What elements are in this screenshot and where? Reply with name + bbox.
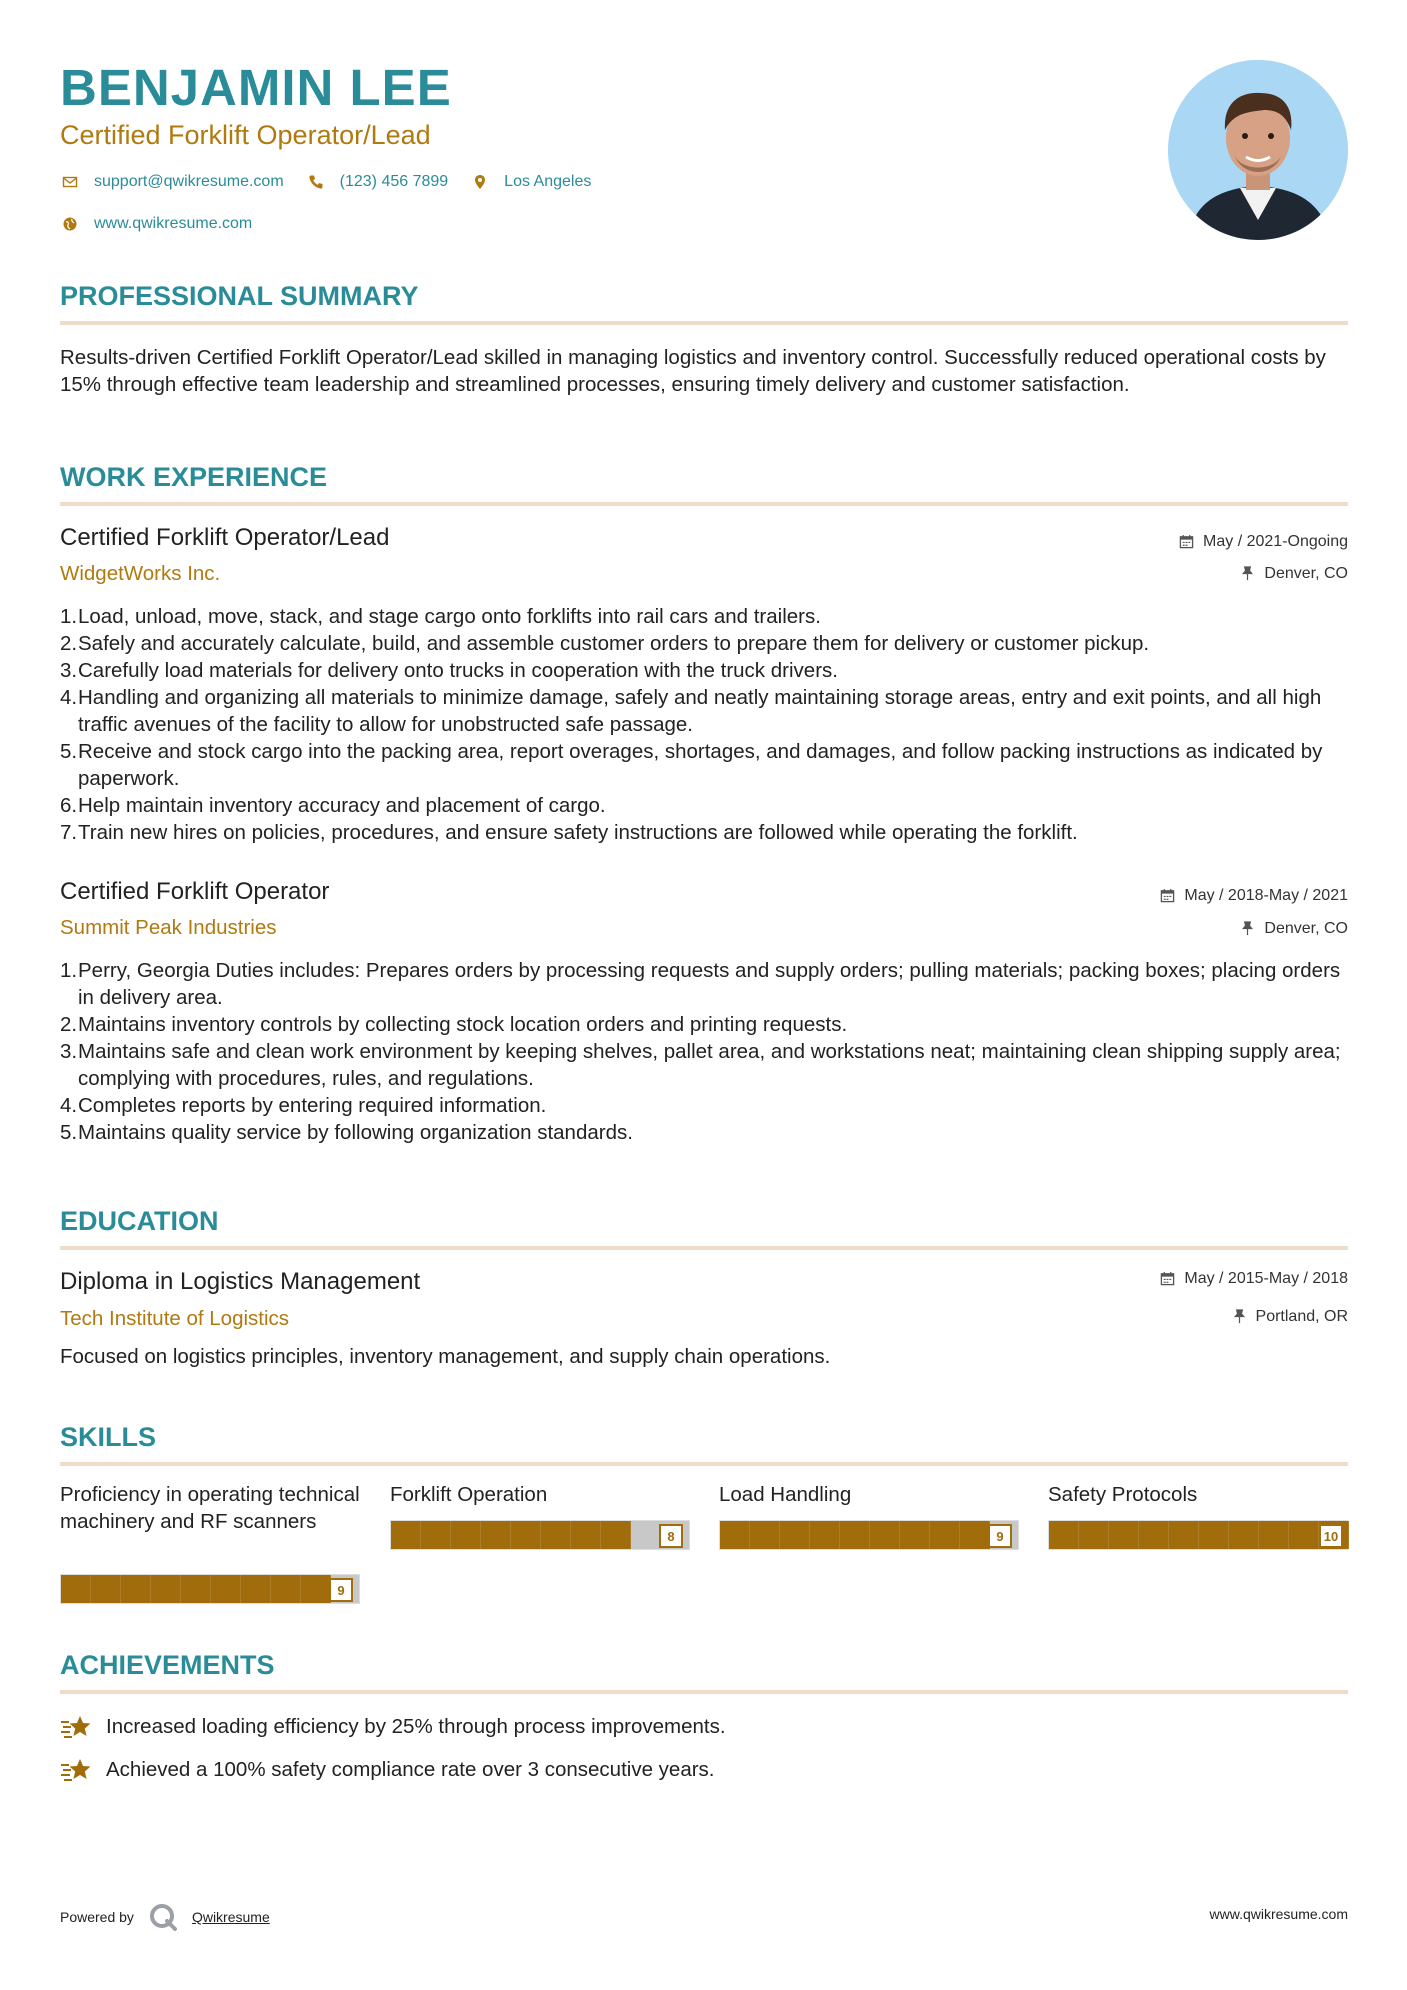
job-title: Certified Forklift Operator <box>60 878 330 905</box>
duty-number: 5. <box>60 1121 78 1144</box>
skill-bar-fill <box>720 1521 990 1549</box>
duty-text: Maintains inventory controls by collecting stock location orders and printing requests. <box>78 1013 848 1036</box>
skill-bar-fill <box>61 1575 331 1603</box>
skill-bar <box>60 1574 360 1604</box>
section-divider <box>60 1462 1348 1466</box>
section-divider <box>60 1690 1348 1694</box>
duty-number: 4. <box>60 1094 78 1117</box>
phone-item[interactable] <box>306 172 449 192</box>
duty-number: 1. <box>60 605 78 628</box>
skill-bar-fill <box>391 1521 631 1549</box>
duty-number: 1. <box>60 959 78 982</box>
duty-number: 7. <box>60 821 78 844</box>
pushpin-icon <box>1240 921 1256 937</box>
degree-title: Diploma in Logistics Management <box>60 1268 421 1295</box>
skill-item <box>390 1481 690 1544</box>
website-text: www.qwikresume.com <box>94 215 253 232</box>
skill-bar <box>1048 1520 1348 1550</box>
globe-icon <box>60 214 80 234</box>
experience-heading: WORK EXPERIENCE <box>60 462 328 492</box>
section-divider <box>60 1246 1348 1250</box>
duty-item <box>60 1011 1350 1038</box>
envelope-icon <box>60 172 80 192</box>
qwikresume-link[interactable]: Qwikresume <box>191 1909 270 1925</box>
duty-text: Help maintain inventory accuracy and placement of cargo. <box>78 794 606 817</box>
footer-powered-by <box>60 1902 270 1932</box>
achievement-item <box>60 1713 726 1741</box>
job-company: Summit Peak Industries <box>60 916 277 939</box>
duty-item <box>60 738 1350 792</box>
location-item <box>470 172 591 192</box>
pushpin-icon <box>1232 1309 1248 1325</box>
skill-bar <box>719 1520 1019 1550</box>
duty-item <box>60 630 1350 657</box>
duty-number: 3. <box>60 1040 78 1063</box>
calendar-icon <box>1160 1271 1176 1287</box>
duty-text: Carefully load materials for delivery onto trucks in cooperation with the truck drivers. <box>78 659 838 682</box>
skill-name: Proficiency in operating technical machinery and RF scanners <box>60 1483 360 1533</box>
duty-item <box>60 603 1350 630</box>
skill-score: 9 <box>329 1578 353 1602</box>
skill-score: 10 <box>1319 1524 1343 1548</box>
skills-heading: SKILLS <box>60 1422 157 1452</box>
phone-text: (123) 456 7899 <box>339 173 449 190</box>
section-divider <box>60 321 1348 325</box>
footer-url[interactable]: www.qwikresume.com <box>1209 1906 1348 1922</box>
skill-name: Safety Protocols <box>1048 1483 1198 1506</box>
job-dates <box>1179 533 1348 551</box>
summary-text: Results-driven Certified Forklift Operator/Lead skilled in managing logistics and inventory control. Successfully reduced operational costs by 15% through effective team leadership and streamlined processes, ensuring timely delivery and customer satisfaction. <box>60 346 1326 396</box>
duty-number: 2. <box>60 1013 78 1036</box>
duty-number: 4. <box>60 686 78 709</box>
duty-item <box>60 957 1350 1011</box>
duty-item <box>60 1038 1350 1092</box>
duty-item <box>60 657 1350 684</box>
job-duties-list <box>60 957 1350 1146</box>
duty-item <box>60 684 1350 738</box>
pushpin-icon <box>1240 566 1256 582</box>
summary-heading: PROFESSIONAL SUMMARY <box>60 281 419 311</box>
education-location-text: Portland, OR <box>1255 1308 1348 1325</box>
candidate-role: Certified Forklift Operator/Lead <box>60 120 431 150</box>
job-dates-text: May / 2018-May / 2021 <box>1184 887 1348 904</box>
education-location <box>1232 1308 1348 1326</box>
education-dates-text: May / 2015-May / 2018 <box>1184 1270 1348 1287</box>
profile-photo <box>1168 60 1348 240</box>
job-location-text: Denver, CO <box>1264 920 1348 937</box>
achievement-text: Increased loading efficiency by 25% through process improvements. <box>106 1715 726 1738</box>
shooting-star-icon <box>60 1756 92 1784</box>
education-dates <box>1160 1270 1348 1288</box>
phone-icon <box>306 172 326 192</box>
duty-text: Completes reports by entering required information. <box>78 1094 547 1117</box>
calendar-icon <box>1179 534 1195 550</box>
job-location <box>1240 565 1348 583</box>
skill-bar <box>390 1520 690 1550</box>
duty-item <box>60 792 1350 819</box>
duty-text: Train new hires on policies, procedures, and ensure safety instructions are followed while operating the forklift. <box>78 821 1078 844</box>
candidate-name: BENJAMIN LEE <box>60 59 452 116</box>
duty-text: Handling and organizing all materials to minimize damage, safely and neatly maintaining storage areas, entry and exit points, and all high traffic avenues of the facility to allow for unobstructed safe passage. <box>78 686 1322 736</box>
skill-item <box>60 1481 360 1598</box>
achievement-item <box>60 1756 715 1784</box>
job-company: WidgetWorks Inc. <box>60 562 221 585</box>
email-item[interactable] <box>60 172 284 192</box>
skill-item <box>719 1481 1019 1544</box>
skill-score: 9 <box>988 1524 1012 1548</box>
job-dates <box>1160 887 1348 905</box>
education-description: Focused on logistics principles, inventory management, and supply chain operations. <box>60 1345 831 1368</box>
duty-number: 5. <box>60 740 78 763</box>
job-title: Certified Forklift Operator/Lead <box>60 524 390 551</box>
contact-row-1 <box>60 172 613 192</box>
calendar-icon <box>1160 888 1176 904</box>
achievements-heading: ACHIEVEMENTS <box>60 1650 275 1680</box>
website-item[interactable] <box>60 214 252 234</box>
section-divider <box>60 502 1348 506</box>
duty-text: Maintains quality service by following organization standards. <box>78 1121 633 1144</box>
map-pin-icon <box>470 172 490 192</box>
duty-number: 6. <box>60 794 78 817</box>
contact-row-2 <box>60 214 274 234</box>
job-location <box>1240 920 1348 938</box>
powered-by-text: Powered by <box>60 1909 134 1925</box>
qwikresume-logo-icon <box>148 1902 178 1932</box>
duty-text: Receive and stock cargo into the packing area, report overages, shortages, and damages, and follow packing instructions as indicated by paperwork. <box>78 740 1323 790</box>
duty-item <box>60 1092 1350 1119</box>
job-dates-text: May / 2021-Ongoing <box>1203 533 1348 550</box>
location-text: Los Angeles <box>504 173 592 190</box>
skill-item <box>1048 1481 1348 1544</box>
email-text: support@qwikresume.com <box>94 173 284 190</box>
job-duties-list <box>60 603 1350 846</box>
achievement-text: Achieved a 100% safety compliance rate over 3 consecutive years. <box>106 1758 715 1781</box>
skill-bar-fill <box>1049 1521 1349 1549</box>
education-heading: EDUCATION <box>60 1206 219 1236</box>
duty-number: 2. <box>60 632 78 655</box>
duty-number: 3. <box>60 659 78 682</box>
duty-item <box>60 1119 1350 1146</box>
school-name: Tech Institute of Logistics <box>60 1307 290 1330</box>
duty-text: Safely and accurately calculate, build, and assemble customer orders to prepare them for delivery or customer pickup. <box>78 632 1150 655</box>
skill-name: Forklift Operation <box>390 1483 548 1506</box>
shooting-star-icon <box>60 1713 92 1741</box>
duty-text: Perry, Georgia Duties includes: Prepares orders by processing requests and supply orders; pulling materials; packing boxes; placing orders in delivery area. <box>78 959 1341 1009</box>
duty-text: Maintains safe and clean work environment by keeping shelves, pallet area, and workstations neat; maintaining clean shipping supply area; complying with procedures, rules, and regulations. <box>78 1040 1341 1090</box>
skill-name: Load Handling <box>719 1483 852 1506</box>
job-location-text: Denver, CO <box>1264 565 1348 582</box>
skill-score: 8 <box>659 1524 683 1548</box>
duty-item <box>60 819 1350 846</box>
duty-text: Load, unload, move, stack, and stage cargo onto forklifts into rail cars and trailers. <box>78 605 821 628</box>
